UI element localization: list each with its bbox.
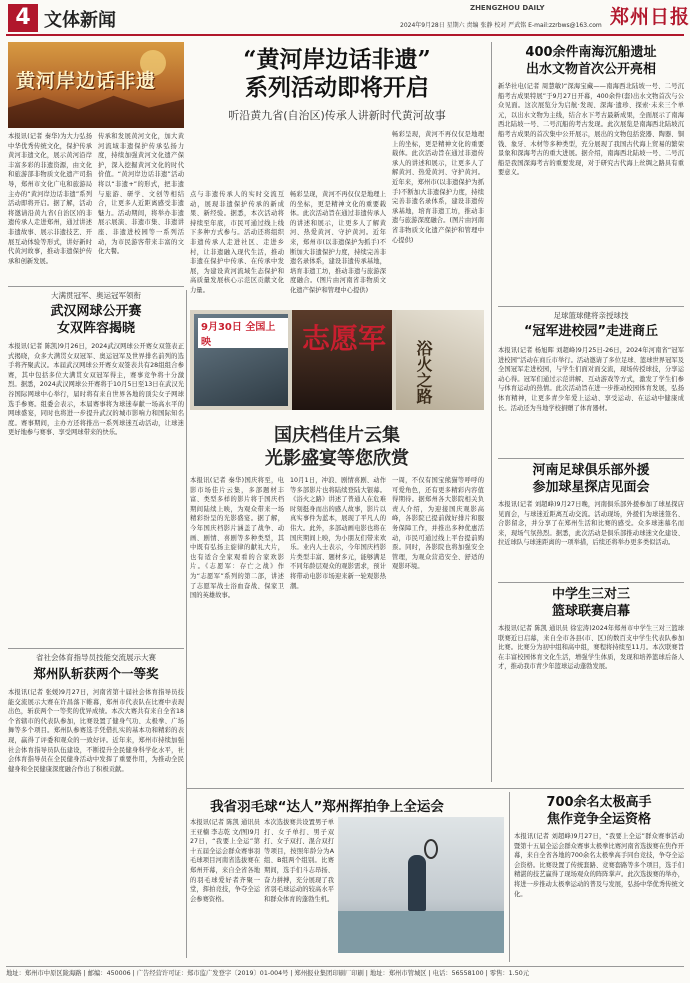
film-story-col2: 10月1日，冲浪、剧情喜剧、动作等多部影片也将陆续登陆大银幕。《浴火之路》讲述了普通人在危难时刻挺身而出的感人故事，影片以真实事件为蓝本，展现了平凡人的伟大。此外，多部动画电影也将在国庆期间上映，为小朋友们带来欢乐。业内人士表示，今年国庆档影片类型丰富、题材多元，能够满足不同年龄层观众的观影需求，预计将带动电影市场迎来新一轮观影热潮。: [290, 477, 386, 590]
badminton-story-col2: 本次选拔赛共设置男子单打、女子单打、男子双打、女子双打、混合双打等项目，按照年龄分为A组、B组两个组别。比赛期间，选手们斗志昂扬、奋力拼搏，充分展现了我省羽毛球运动的较高水平和群众体育的蓬勃生机。: [264, 819, 334, 903]
main-story-col2: 传承和发展黄河文化，加大黄河流域非遗保护传承弘扬力度，持续加强黄河文化遗产保护，深入挖掘黄河文化的时代价值。“黄河岸边话非遗”活动将以“非遗+”的形式，把非遗与旅游、研学、文创等相结合，让更多人近距离感受非遗魅力。活动期间，将举办非遗展示展演、非遗市集、非遗讲座、非遗进校园等一系列活动，为市民游客带来丰富的文化大餐。: [98, 133, 184, 256]
film-poster-collage: [190, 310, 484, 410]
tennis-kicker: 大满贯冠军、奥运冠军领衔: [51, 291, 141, 300]
shipwreck-title-line2: 出水文物首次公开亮相: [525, 62, 656, 77]
tennis-title-line1: 武汉网球公开赛: [50, 304, 142, 319]
feature-banner-image: [8, 42, 184, 128]
taichi-title-line1: 700余名太极高手: [546, 795, 652, 810]
column-divider: [509, 792, 510, 962]
main-title-line2: 系列活动即将开启: [245, 74, 429, 101]
shipwreck-story-body: 新华社电(记者 周慧敏)“深海宝藏——南海西北陆坡一号、二号沉船考古成果特展”于9月27日开幕，400余件(套)出水文物首次与公众见面。这次展览分为启航·发现、深海·遗珍、探索·未来三个单元，以出水文物为主线，结合水下考古最新成果，全面展示了南海西北陆坡一号、二号沉船的考古发现。此次展览是南海西北陆坡沉船考古成果的首次集中公开展示，展出的文物包括瓷器、陶器、铜钱、象牙、木材等多种类型，充分展现了我国古代海上贸易的繁荣景象和深海考古的重大进展。据介绍，南海西北陆坡一号、二号沉船是我国深海考古的重要发现，对于研究古代海上丝绸之路具有重要意义。: [498, 83, 684, 177]
shipwreck-story-head: [498, 44, 684, 78]
court-graphic: [338, 911, 504, 953]
film-poster-2: [292, 310, 392, 410]
taichi-title-line2: 焦作竞争全运资格: [546, 812, 651, 827]
section-divider: [498, 582, 684, 583]
champion-story-head: [498, 310, 684, 341]
main-headline: [190, 46, 484, 123]
page-footer: [6, 966, 684, 983]
poster-release-date: 9月30日 全国上映: [198, 318, 288, 348]
main-title-line1: “黄河岸边话非遗”: [243, 46, 431, 73]
champion-title: “冠军进校园”走进商丘: [523, 324, 659, 339]
section-title: 文体新闻: [44, 10, 116, 31]
basketball-story-head: [498, 586, 684, 620]
section-divider: [498, 458, 684, 459]
main-story-col3: 点与非遗传承人的实时交流互动，展现非遗保护传承的新成果、新经验。据悉，本次活动将持续至年底，市民可通过线上线下多种方式参与。活动还将组织非遗传承人走进社区、走进乡村，让非遗融入现代生活，推动非遗在保护中传承、在传承中发展，为建设黄河流域生态保护和高质量发展核心示范区贡献文化力量。: [190, 191, 284, 294]
banner-title: 黄河岸边话非遗: [16, 70, 157, 92]
edition-english: ZHENGZHOU DAILY: [470, 4, 545, 12]
football-story-body: 本报讯(记者 刘超峰)9月27日晚，河南俱乐部外援参加了球星探店见面会，与球迷近距离互动交流。活动现场，外援们为球迷签名、合影留念，并分享了在郑州生活和比赛的感受。众多球迷慕名而来，现场气氛热烈。据悉，此次活动是俱乐部推动球迷文化建设、拉近球队与球迷距离的一项举措，后续还将举办更多类似活动。: [498, 501, 684, 547]
basketball-title-line2: 篮球联赛启幕: [551, 604, 630, 619]
football-title-line1: 河南足球俱乐部外援: [532, 463, 650, 478]
player-graphic: [408, 855, 426, 911]
column-divider: [186, 290, 187, 958]
champion-story-body: 本报讯(记者 杨旭晖 刘超峰)9月25日-26日，2024年河南省“冠军进校园”活动在商丘市举行。活动邀请了多位足球、篮球世界冠军及全国冠军走进校园，与学生们面对面交流，现场传授球技，分享运动心得。冠军们通过示范讲解、互动游戏等方式，激发了学生们参与体育运动的热情。此次活动旨在进一步推动校园体育发展，弘扬体育精神，让更多青少年爱上运动、享受运动、在运动中健康成长。活动还为当地学校捐赠了体育器材。: [498, 347, 684, 412]
main-story-col1: 本报讯(记者 秦华)为大力弘扬中华优秀传统文化，保护传承黄河非遗文化，展示黄河沿岸丰富多彩的非遗资源，由文化和旅游部非物质文化遗产司指导，郑州市文化广电和旅游局主办的“黄河岸边话非遗”系列活动即将开启。据了解，活动将邀请沿黄九省(自治区)的非遗传承人走进郑州，通过讲述非遗故事、展示非遗技艺、开展互动体验等形式，讲好新时代黄河故事，推动非遗保护传承和创新发展。: [8, 133, 92, 265]
tennis-story-body: 本报讯(记者 陈凯)9月26日，2024武汉网球公开赛女双签表正式揭晓，众多大满贯女双冠军、奥运冠军及世界排名前列的选手将齐聚武汉。本届武汉网球公开赛女双签表共有28组组合参赛，其中包括多位大满贯女双冠军得主，赛事竞争将十分激烈。据悉，2024武汉网球公开赛将于10月5日至13日在武汉光谷国际网球中心举行，届时将有来自世界各地的顶尖女子网球选手参赛。组委会表示，本届赛事将为球迷奉献一场高水平的网球盛宴，同时也将进一步提升武汉的城市影响力和国际知名度。赛事期间，主办方还将推出一系列球迷互动活动，让球迷更好地参与赛事、享受网球带来的快乐。: [8, 343, 184, 437]
film-headline: [190, 424, 484, 470]
film-title-line2: 光影盛宴等您欣赏: [265, 448, 409, 469]
badminton-title: 我省羽毛球“达人”郑州挥拍争上全运会: [210, 799, 444, 815]
section-divider: [498, 306, 684, 307]
column-divider: [491, 42, 492, 782]
champion-kicker: 足球篮球健将亲授球技: [553, 311, 629, 320]
poster-calligraphy: 浴火之路: [414, 340, 433, 404]
fitness-kicker: 省社会体育指导员技能交流展示大赛: [36, 653, 156, 662]
tennis-title-line2: 女双阵容揭晓: [56, 321, 135, 336]
section-divider: [8, 286, 184, 287]
page-header: [0, 0, 690, 40]
badminton-story-col1: 本报讯(记者 陈凯 通讯员 王亚楠 李志乾 文/图)9月27日，“我要上全运”第十五届全运会群众赛事羽毛球项目河南省选拔赛在郑州开幕，来自全省各地的羽毛球爱好者齐聚一堂，挥拍竞技，争夺全运会参赛资格。: [190, 819, 260, 903]
football-title-line2: 参加球星探店见面会: [532, 480, 650, 495]
landscape-graphic: [8, 94, 184, 128]
masthead-logo: 郑州日报: [610, 6, 690, 28]
basketball-story-body: 本报讯(记者 陈凯 通讯员 徐宏涛)2024年郑州市中学生三对三篮球联赛近日启幕，来自全市各县(市、区)的数百支中学生代表队参加比赛。比赛分为初中组和高中组，赛程将持续至11月。本次联赛旨在丰富校园体育文化生活，增强学生体质，发现和培养篮球后备人才，推动我市青少年篮球运动蓬勃发展。: [498, 625, 684, 671]
section-divider: [8, 648, 184, 649]
main-story-col4: 畅彩呈现，黄河不再仅仅是地理上的坐标，更是精神文化的重要载体。此次活动旨在通过非遗传承人的讲述和展示，让更多人了解黄河、热爱黄河、守护黄河。近年来，郑州市(以非遗保护为抓手)不断加大非遗保护力度，持续完善非遗名录体系，建设非遗传承基地，培育非遗工坊，推动非遗与旅游深度融合。(图片由河南省非物质文化遗产保护和管理中心提供): [392, 131, 484, 244]
main-subtitle: 听沿黄九省(自治区)传承人讲新时代黄河故事: [228, 109, 446, 122]
film-poster-1: [194, 314, 288, 406]
fitness-story-body: 本报讯(记者 张媛)9月27日，河南省第十届社会体育指导员技能交流展示大赛在许昌落下帷幕，郑州市代表队在比赛中表现出色，斩获两个一等奖的优异成绩。本次大赛共有来自全省18个省辖市的代表队参加，比赛设置了健身气功、太极拳、广场舞等多个项目。郑州队参赛选手凭借扎实的基本功和精彩的表现，赢得了评委和观众的一致好评。近年来，郑州市持续加强社会体育指导员队伍建设，不断提升全民健身科学化水平，社会体育指导员在全民健身活动中发挥了重要作用，为推动全民健身和全民健康深度融合作出了积极贡献。: [8, 689, 184, 773]
film-story-col1: 本报讯(记者 秦华)国庆将至，电影市场佳片云集，多部题材丰富、类型多样的影片将于国庆档期间陆续上映，为观众带来一场精彩纷呈的光影盛宴。据了解，今年国庆档影片涵盖了战争、动画、剧情、喜剧等多种类型，其中既有弘扬主旋律的献礼大片，也有适合全家观看的合家欢影片。《志愿军：存亡之战》作为“志愿军”系列的第二部，讲述了志愿军战士浴血奋战、保家卫国的英雄故事。: [190, 477, 284, 600]
taichi-story-body: 本报讯(记者 刘超峰)9月27日，“我要上全运”群众赛事活动暨第十五届全运会群众赛事太极拳比赛河南省选拔赛在焦作开幕，来自全省各地的700余名太极拳高手同台竞技，争夺全运会资格。比赛设置了传统套路、竞赛套路等多个项目，选手们精湛的技艺赢得了现场观众的阵阵掌声。此次选拔赛的举办，将进一步推动太极拳运动的普及与发展，弘扬中华优秀传统文化。: [514, 833, 684, 898]
film-poster-3: [396, 310, 484, 410]
football-story-head: [498, 462, 684, 496]
taichi-story-head: [514, 794, 684, 828]
shipwreck-title-line1: 400余件南海沉船遗址: [525, 45, 657, 60]
badminton-photo: [338, 817, 504, 953]
section-divider: [186, 788, 684, 789]
poster-title: 志愿军: [302, 322, 387, 355]
page-number: 4: [8, 4, 38, 32]
dateline: 2024年9月28日 星期六 责编 张静 校对 严武铭 E-mail:zzrbws@163.com: [400, 22, 602, 29]
fitness-title: 郑州队斩获两个一等奖: [33, 666, 159, 681]
racket-icon: [424, 839, 438, 859]
header-rule: [6, 34, 684, 36]
film-title-line1: 国庆档佳片云集: [274, 425, 400, 446]
tennis-story-head: [8, 290, 184, 337]
fitness-story-head: [8, 652, 184, 682]
film-story-col3: 一周，不仅有国宝熊猫等呼呼的可爱角色，还有更多精彩内容值得期待。据郑州各大影院相关负责人介绍，为迎接国庆观影高峰，各影院已提前做好排片和服务保障工作，并推出多种优惠活动，市民可通过线上平台提前购票。同时，各影院也将加强安全管理，为观众营造安全、舒适的观影环境。: [392, 477, 484, 571]
footer-text: 地址：郑州市中原区陇海路 | 邮编：450006 | 广告经营许可证：郑市监广发登字〔2019〕01-004号 | 郑州报业集团印刷厂印刷 | 地址：郑州市管城区 | 电话：56558100 | 零售：1.50元: [6, 970, 529, 977]
basketball-title-line1: 中学生三对三: [551, 587, 630, 602]
main-story-col4-a: 畅彩呈现，黄河不再仅仅是地理上的坐标，更是精神文化的重要载体。此次活动旨在通过非遗传承人的讲述和展示，让更多人了解黄河、热爱黄河、守护黄河。近年来，郑州市(以非遗保护为抓手)不断加大非遗保护力度，持续完善非遗名录体系，建设非遗传承基地，培育非遗工坊，推动非遗与旅游深度融合。(图片由河南省非物质文化遗产保护和管理中心提供): [290, 191, 386, 294]
